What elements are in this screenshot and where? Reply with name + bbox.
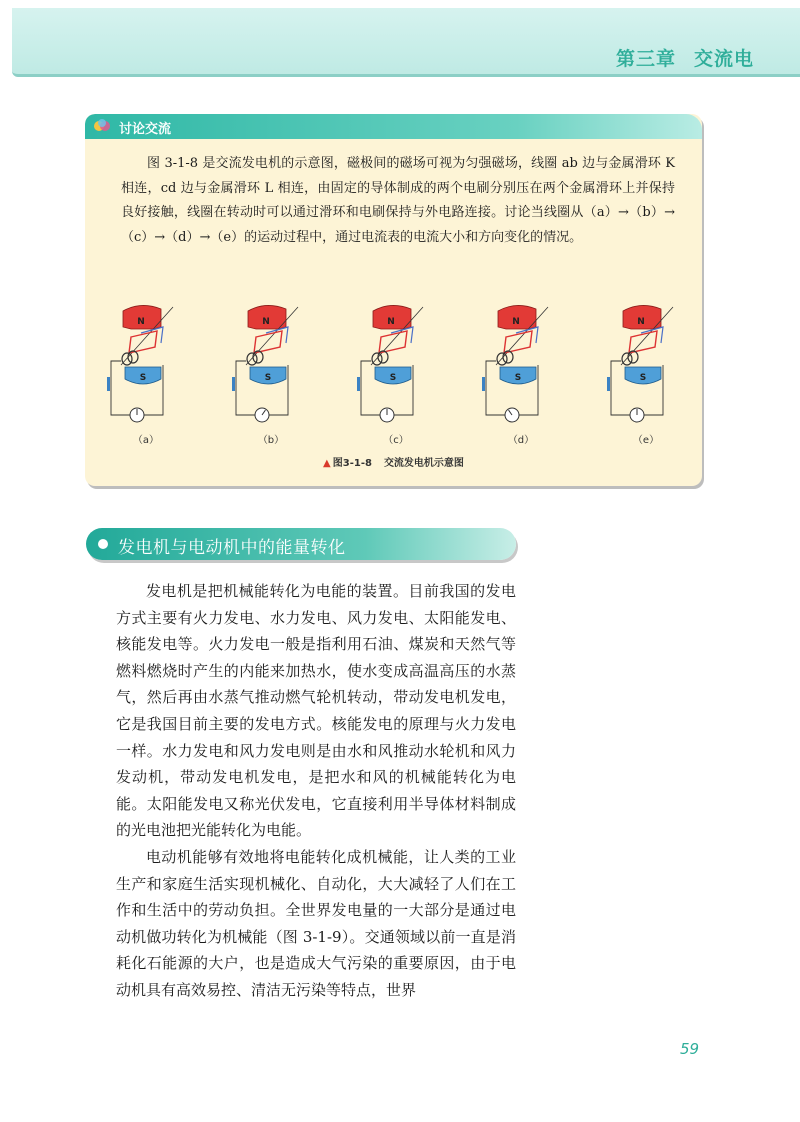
figure-a (101, 297, 191, 447)
slip-ring (372, 353, 382, 365)
discussion-header (85, 114, 702, 139)
slip-ring (128, 351, 138, 363)
figure-row (101, 297, 691, 447)
section-title: 发电机与电动机中的能量转化 (118, 538, 346, 558)
generator-diagram (476, 297, 566, 431)
caption-number: 图3-1-8 (332, 458, 372, 469)
slip-ring (122, 353, 132, 365)
coil-front (254, 331, 282, 353)
generator-diagram (101, 297, 191, 431)
brush (107, 377, 110, 391)
coil-front (629, 331, 657, 353)
slip-ring (378, 351, 388, 363)
generator-diagram (226, 297, 316, 431)
coil-front (504, 331, 532, 353)
figure-d (476, 297, 566, 447)
slip-ring (247, 353, 257, 365)
figure-e (601, 297, 691, 447)
figure-label: （b） (257, 435, 285, 446)
figure-label: （c） (383, 435, 409, 446)
chapter-number: 第三章 (615, 48, 676, 70)
north-pole-label: N (262, 317, 270, 327)
south-pole-label: S (264, 373, 272, 383)
north-pole-label: N (512, 317, 520, 327)
page-number: 59 (680, 1040, 700, 1058)
bullet-dot-icon (98, 539, 108, 549)
brush (357, 377, 360, 391)
south-pole-label: S (514, 373, 522, 383)
coil-front (129, 331, 157, 353)
body-paragraph-2: 电动机能够有效地将电能转化成机械能，让人类的工业生产和家庭生活实现机械化、自动化，大大减轻了人们在工作和生活中的劳动负担。全世界发电量的一大部分是通过电动机做功转化为机械能（图 3-1-9）。交通领域以前一直是消耗化石能源的大户，也是造成大气污染的重要原因，由于电动机具有高效易控、清洁无污染等特点，世界 (116, 847, 516, 999)
body-paragraph-1: 发电机是把机械能转化为电能的装置。目前我国的发电方式主要有火力发电、水力发电、风力发电、太阳能发电、核能发电等。火力发电一般是指利用石油、煤炭和天然气等燃料燃烧时产生的内能来加热水，使水变成高温高压的水蒸气，然后再由水蒸气推动燃气轮机转动，带动发电机发电，它是我国目前主要的发电方式。核能发电的原理与火力发电一样。水力发电和风力发电则是由水和风推动水轮机和风力发动机，带动发电机发电，是把水和风的机械能转化为电能。太阳能发电又称光伏发电，它直接利用半导体材料制成的光电池把光能转化为电能。 (116, 582, 516, 840)
caption-text: 交流发电机示意图 (383, 458, 464, 469)
figure-caption (85, 454, 702, 469)
discussion-text (121, 152, 675, 250)
slip-ring (622, 353, 632, 365)
north-pole-label: N (137, 317, 145, 327)
slip-ring (253, 351, 263, 363)
chapter-name: 交流电 (693, 48, 754, 70)
section-heading (86, 528, 516, 560)
slip-ring (503, 351, 513, 363)
brush (232, 377, 235, 391)
north-pole-label: N (637, 317, 645, 327)
south-pole-label: S (389, 373, 397, 383)
discussion-icon (93, 118, 111, 134)
body-text (116, 578, 516, 1004)
slip-ring (497, 353, 507, 365)
discussion-title: 讨论交流 (119, 122, 172, 137)
north-pole-label: N (387, 317, 395, 327)
caption-triangle-icon: ▲ (323, 458, 331, 469)
generator-diagram (601, 297, 691, 431)
chapter-title (616, 44, 754, 71)
figure-label: （a） (132, 435, 160, 446)
brush (482, 377, 485, 391)
coil-front (379, 331, 407, 353)
figure-label: （e） (632, 435, 660, 446)
generator-diagram (351, 297, 441, 431)
slip-ring (628, 351, 638, 363)
brush (607, 377, 610, 391)
south-pole-label: S (139, 373, 147, 383)
figure-b (226, 297, 316, 447)
figure-label: （d） (507, 435, 535, 446)
figure-c (351, 297, 441, 447)
discussion-paragraph: 图 3-1-8 是交流发电机的示意图，磁极间的磁场可视为匀强磁场，线圈 ab 边与金属滑环 K 相连，cd 边与金属滑环 L 相连，由固定的导体制成的两个电刷分别压在两个金属滑环上并保持良好接触，线圈在转动时可以通过滑环和电刷保持与外电路连接。讨论当线圈从（a）→（b）→（c）→（d）→（e）的运动过程中，通过电流表的电流大小和方向变化的情况。 (121, 156, 675, 245)
south-pole-label: S (639, 373, 647, 383)
discussion-box (85, 114, 702, 486)
